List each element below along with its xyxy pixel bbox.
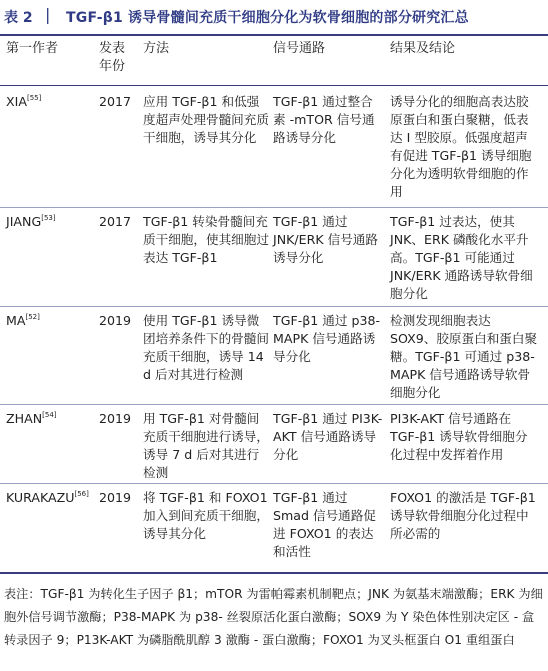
row-5-result: FOXO1 的激活是 TGF-β1 诱导软骨细胞分化过程中所必需的 <box>390 490 536 541</box>
row-1-year: 2017 <box>99 94 132 109</box>
row-2-pathway: TGF-β1 通过 JNK/ERK 信号通路诱导分化 <box>273 214 378 265</box>
row-5-author: KURAKAZU[56] <box>6 490 89 505</box>
row-3-method: 使用 TGF-β1 诱导微团培养条件下的骨髓间充质干细胞，诱导 14 d 后对其进行检测 <box>143 313 269 382</box>
table-notes: 表注：TGF-β1 为转化生子因子 β1；mTOR 为雷帕霉素机制靶点；JNK 为氨基末端激酶；ERK 为细胞外信号调节激酶；P38-MAPK 为 p38- 丝裂原活化蛋白激酶；SOX9 为 Y 染色体性别决定区 - 盒转录因子 9；P13K-AKT 为磷脂酰肌醇 3 激酶 - 蛋白激酶；FOXO1 为叉头框蛋白 O1 重组蛋白 <box>4 587 543 647</box>
table-caption <box>0 4 548 30</box>
row-divider <box>0 306 548 307</box>
table-title: TGF-β1 诱导骨髓间充质干细胞分化为软骨细胞的部分研究汇总 <box>66 10 469 26</box>
header-result: 结果及结论 <box>390 41 456 56</box>
row-divider <box>0 404 548 405</box>
row-4-method: 用 TGF-β1 对骨髓间充质干细胞进行诱导，诱导 7 d 后对其进行检测 <box>143 411 269 480</box>
row-4-pathway: TGF-β1 通过 PI3K-AKT 信号通路诱导分化 <box>273 411 383 462</box>
row-5-year: 2019 <box>99 490 132 505</box>
row-5-pathway: TGF-β1 通过 Smad 信号通路促进 FOXO1 的表达和活性 <box>273 490 376 559</box>
row-5-method: 将 TGF-β1 和 FOXO1 加入到间充质干细胞，诱导其分化 <box>143 490 269 541</box>
header-author: 第一作者 <box>6 41 59 56</box>
row-2-year: 2017 <box>99 214 132 229</box>
row-3-year: 2019 <box>99 313 132 328</box>
header-pathway: 信号通路 <box>273 41 326 56</box>
header-rule <box>0 85 548 86</box>
row-1-result: 诱导分化的细胞高表达胶原蛋白和蛋白聚糖，低表达 I 型胶原。低强度超声有促进 TGF-β1 诱导细胞分化为透明软骨细胞的作用 <box>390 94 532 199</box>
row-1-author: XIA[55] <box>6 94 42 109</box>
row-2-author: JIANG[53] <box>6 214 56 229</box>
row-4-result: PI3K-AKT 信号通路在 TGF-β1 诱导软骨细胞分化过程中发挥着作用 <box>390 411 528 462</box>
top-rule <box>0 34 548 36</box>
row-1-pathway: TGF-β1 通过整合素 -mTOR 信号通路诱导分化 <box>273 94 375 145</box>
row-4-author: ZHAN[54] <box>6 411 57 426</box>
row-3-result: 检测发现细胞表达 SOX9、胶原蛋白和蛋白聚糖。TGF-β1 可通过 p38-MAPK 信号通路诱导软骨细胞分化 <box>390 313 538 400</box>
row-4-year: 2019 <box>99 411 132 426</box>
bottom-rule <box>0 572 548 574</box>
row-3-author: MA[52] <box>6 313 40 328</box>
row-2-result: TGF-β1 过表达，使其 JNK、ERK 磷酸化水平升高。TGF-β1 可能通过 JNK/ERK 通路诱导软骨细胞分化 <box>390 214 533 301</box>
caption-separator: | <box>45 5 51 24</box>
row-divider <box>0 483 548 484</box>
table-number: 表 2 <box>4 10 33 26</box>
row-divider <box>0 207 548 208</box>
row-3-pathway: TGF-β1 通过 p38-MAPK 信号通路诱导分化 <box>273 313 381 364</box>
row-1-method: 应用 TGF-β1 和低强度超声处理骨髓间充质干细胞，诱导其分化 <box>143 94 269 145</box>
row-2-method: TGF-β1 转染骨髓间充质干细胞，使其细胞过表达 TGF-β1 <box>143 214 269 265</box>
header-year: 发表年份 <box>99 41 126 74</box>
header-method: 方法 <box>143 41 170 56</box>
